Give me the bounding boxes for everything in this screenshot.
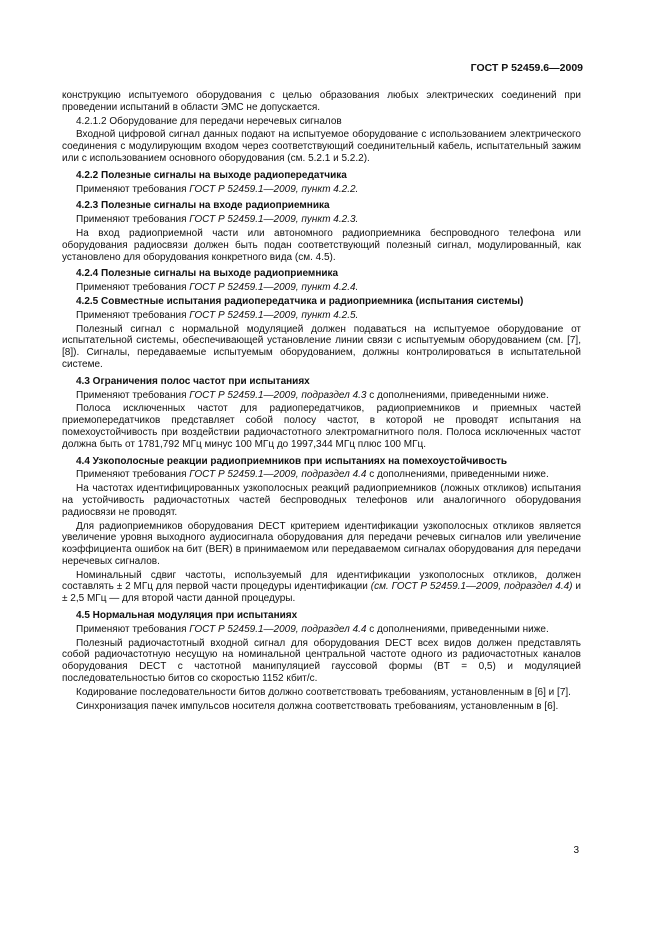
section-heading: 4.5 Нормальная модуляция при испытаниях [76, 610, 298, 622]
paragraph [62, 310, 581, 322]
reference: (см. ГОСТ Р 52459.1—2009, подраздел 4.4) [370, 581, 573, 593]
text: Номинальный сдвиг частоты, используемый для идентификации узкополосных откликов, должен составлять ± 2 МГц для первой части процедуры идентификации [62, 569, 581, 593]
subsection-heading: 4.2.1.2 Оборудование для передачи неречевых сигналов [76, 115, 342, 127]
paragraph [62, 570, 581, 605]
paragraph: Кодирование последовательности битов должно соответствовать требованиям, установленным в [6] и [7]. [76, 686, 571, 698]
text: Применяют требования [76, 282, 190, 294]
text: и ± 2,5 МГц — для второй части данной процедуры. [62, 581, 581, 605]
section-heading: 4.4 Узкополосные реакции радиоприемников при испытаниях на помехоустойчивость [76, 455, 508, 467]
paragraph: Синхронизация пачек импульсов носителя должна соответствовать требованиям, установленным в [6]. [76, 700, 559, 712]
section-heading: 4.2.5 Совместные испытания радиопередатчика и радиоприемника (испытания системы) [76, 295, 524, 307]
text: Применяют требования [76, 623, 190, 635]
text: Применяют требования [76, 389, 190, 401]
reference: ГОСТ Р 52459.1—2009, подраздел 4.4 [189, 623, 367, 635]
paragraph: Полоса исключенных частот для радиопередатчиков, радиоприемников и приемных частей приемопередатчиков представляет собой полосу частот, в которой не проводят испытания на помехоустойчивость при воздействии радиочастотного электромагнитного поля. Полоса исключенных частот должна быть от 1781,792 МГц минус 100 МГц до 1997,344 МГц плюс 100 МГц. [62, 403, 581, 450]
document-body [62, 90, 581, 714]
reference: ГОСТ Р 52459.1—2009, подраздел 4.3 [189, 389, 367, 401]
paragraph: На вход радиоприемной части или автономного радиоприемника беспроводного телефона или оборудования радиосвязи должен быть подан соответствующий полезный сигнал, модулированный, как установлено для оборудования конкретного вида (см. 4.5). [62, 227, 581, 263]
reference: ГОСТ Р 52459.1—2009, пункт 4.2.2. [189, 183, 359, 195]
paragraph: Полезный сигнал с нормальной модуляцией должен подаваться на испытуемое оборудование от испытательной системы, обеспечивающей установление линии связи с испытуемым оборудованием (см. [7], [8]). Сигналы, передаваемые испытуемым оборудованием, должны контролироваться в испытательной системе. [62, 323, 581, 370]
text: Применяют требования [76, 309, 190, 321]
text: Применяют требования [76, 183, 190, 195]
paragraph [62, 214, 581, 226]
paragraph [62, 469, 581, 481]
paragraph: Входной цифровой сигнал данных подают на испытуемое оборудование с использованием электрического соединения с модулирующим входом через соответствующий соединительный кабель, испытательный зажим или с использованием основного оборудования (см. 5.2.1 и 5.2.2). [62, 129, 581, 164]
reference: ГОСТ Р 52459.1—2009, пункт 4.2.4. [189, 282, 359, 294]
section-heading: 4.3 Ограничения полос частот при испытаниях [76, 375, 310, 387]
paragraph: Полезный радиочастотный входной сигнал для оборудования DECT всех видов должен представлять собой радиочастотную несущую на номинальной центральной частоте одного из радиочастотных каналов оборудования DECT с частотной манипуляцией гауссовой формы (BT = 0,5) и модуляцией последовательностью битов со скоростью 1152 кбит/с. [62, 637, 581, 685]
paragraph [62, 390, 581, 402]
paragraph [62, 624, 581, 636]
text: Применяют требования [76, 214, 190, 226]
page-number: 3 [573, 845, 579, 856]
text: с дополнениями, приведенными ниже. [366, 623, 549, 635]
paragraph [62, 282, 581, 294]
paragraph: конструкцию испытуемого оборудования с целью образования любых электрических соединений при проведении испытаний в области ЭМС не допускается. [62, 90, 581, 113]
section-heading: 4.2.4 Полезные сигналы на выходе радиоприемника [76, 268, 339, 280]
text: Применяют требования [76, 469, 190, 481]
section-heading: 4.2.2 Полезные сигналы на выходе радиопередатчика [76, 169, 347, 181]
document-number: ГОСТ Р 52459.6—2009 [470, 62, 583, 74]
section-heading: 4.2.3 Полезные сигналы на входе радиоприемника [76, 200, 330, 212]
text: с дополнениями, приведенными ниже. [366, 389, 549, 401]
paragraph: Для радиоприемников оборудования DECT критерием идентификации узкополосных откликов является увеличение уровня выходного аудиосигнала оборудования для передачи речевых сигналов или увеличение коэффициента ошибок на бит (BER) в принимаемом или передаваемом сигналах оборудования для передачи неречевых сигналов. [62, 520, 581, 567]
reference: ГОСТ Р 52459.1—2009, пункт 4.2.5. [189, 309, 359, 321]
paragraph: На частотах идентифицированных узкополосных реакций радиоприемников (ложных откликов) испытания на устойчивость радиочастотных частей беспроводных телефонов или аналогичного оборудования радиосвязи не проводят. [62, 483, 581, 518]
reference: ГОСТ Р 52459.1—2009, пункт 4.2.3. [189, 214, 359, 226]
reference: ГОСТ Р 52459.1—2009, подраздел 4.4 [189, 469, 367, 481]
paragraph [62, 184, 581, 196]
text: с дополнениями, приведенными ниже. [366, 469, 549, 481]
